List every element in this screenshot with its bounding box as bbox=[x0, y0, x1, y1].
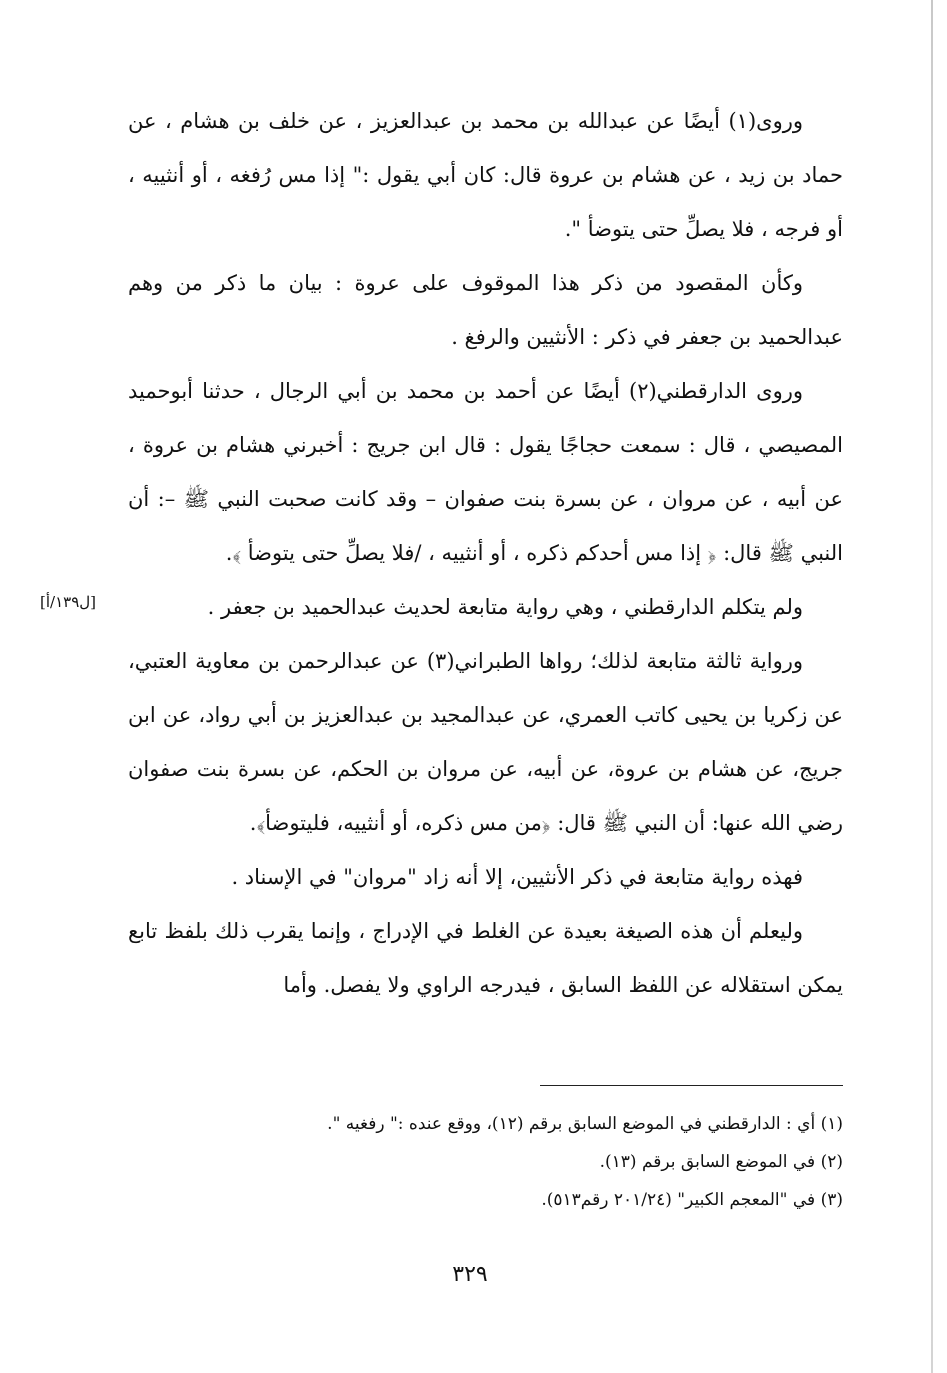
paragraph: وروى(١) أيضًا عن عبدالله بن محمد بن عبدالعزيز ، عن خلف بن هشام ، عن حماد بن زيد ، عن هشام بن عروة قال: كان أبي يقول :" إذا مس رُفغه ، أو أنثييه ، أو فرجه ، فلا يصلِّ حتى يتوضأ ". bbox=[128, 109, 843, 241]
footnote-separator bbox=[540, 1085, 843, 1086]
footnote-3: (٣) في "المعجم الكبير" (٢٠١/٢٤ رقم٥١٣). bbox=[541, 1190, 843, 1210]
paragraph: وروى الدارقطني(٢) أيضًا عن أحمد بن محمد بن أبي الرجال ، حدثنا أبوحميد المصيصي ، قال : سمعت حجاجًا يقول : قال ابن جريج : أخبرني هشام بن عروة ، عن أبيه ، عن مروان ، عن بسرة بنت صفوان – وقد كانت صحبت النبي ﷺ –: أن النبي ﷺ قال: ﴿ إذا مس أحدكم ذكره ، أو أنثييه ، /فلا يصلِّ حتى يتوضأ ﴾. bbox=[128, 379, 843, 565]
paragraph: وليعلم أن هذه الصيغة بعيدة عن الغلط في الإدراج ، وإنما يقرب ذلك بلفظ تابع يمكن استقلاله عن اللفظ السابق ، فيدرجه الراوي ولا يفصل. وأما bbox=[128, 919, 843, 997]
scan-page-edge bbox=[931, 0, 933, 1373]
paragraph: ولم يتكلم الدارقطني ، وهي رواية متابعة لحديث عبدالحميد بن جعفر . bbox=[207, 595, 803, 619]
footnote-1: (١) أي : الدارقطني في الموضع السابق برقم (١٢)، ووقع عنده :" رفغيه ". bbox=[327, 1114, 843, 1134]
paragraph: وكأن المقصود من ذكر هذا الموقوف على عروة : بيان ما ذكر من وهم عبدالحميد بن جعفر في ذكر : الأنثيين والرفغ . bbox=[128, 271, 843, 349]
footnotes bbox=[250, 1105, 843, 1219]
footnote-2: (٢) في الموضع السابق برقم (١٣). bbox=[599, 1152, 843, 1172]
manuscript-folio-note: [ل١٣٩/أ] bbox=[40, 593, 97, 611]
paragraph: فهذه رواية متابعة في ذكر الأنثيين، إلا أنه زاد "مروان" في الإسناد . bbox=[231, 865, 803, 889]
paragraph: ورواية ثالثة متابعة لذلك؛ رواها الطبراني(٣) عن عبدالرحمن بن معاوية العتبي، عن زكريا بن يحيى كاتب العمري، عن عبدالمجيد بن عبدالعزيز بن أبي رواد، عن ابن جريج، عن هشام بن عروة، عن أبيه، عن مروان بن الحكم، عن بسرة بنت صفوان رضي الله عنها: أن النبي ﷺ قال: ﴿من مس ذكره، أو أنثييه، فليتوضأ﴾. bbox=[128, 649, 843, 835]
main-text bbox=[128, 94, 843, 1012]
page-number: ٣٢٩ bbox=[452, 1262, 488, 1287]
